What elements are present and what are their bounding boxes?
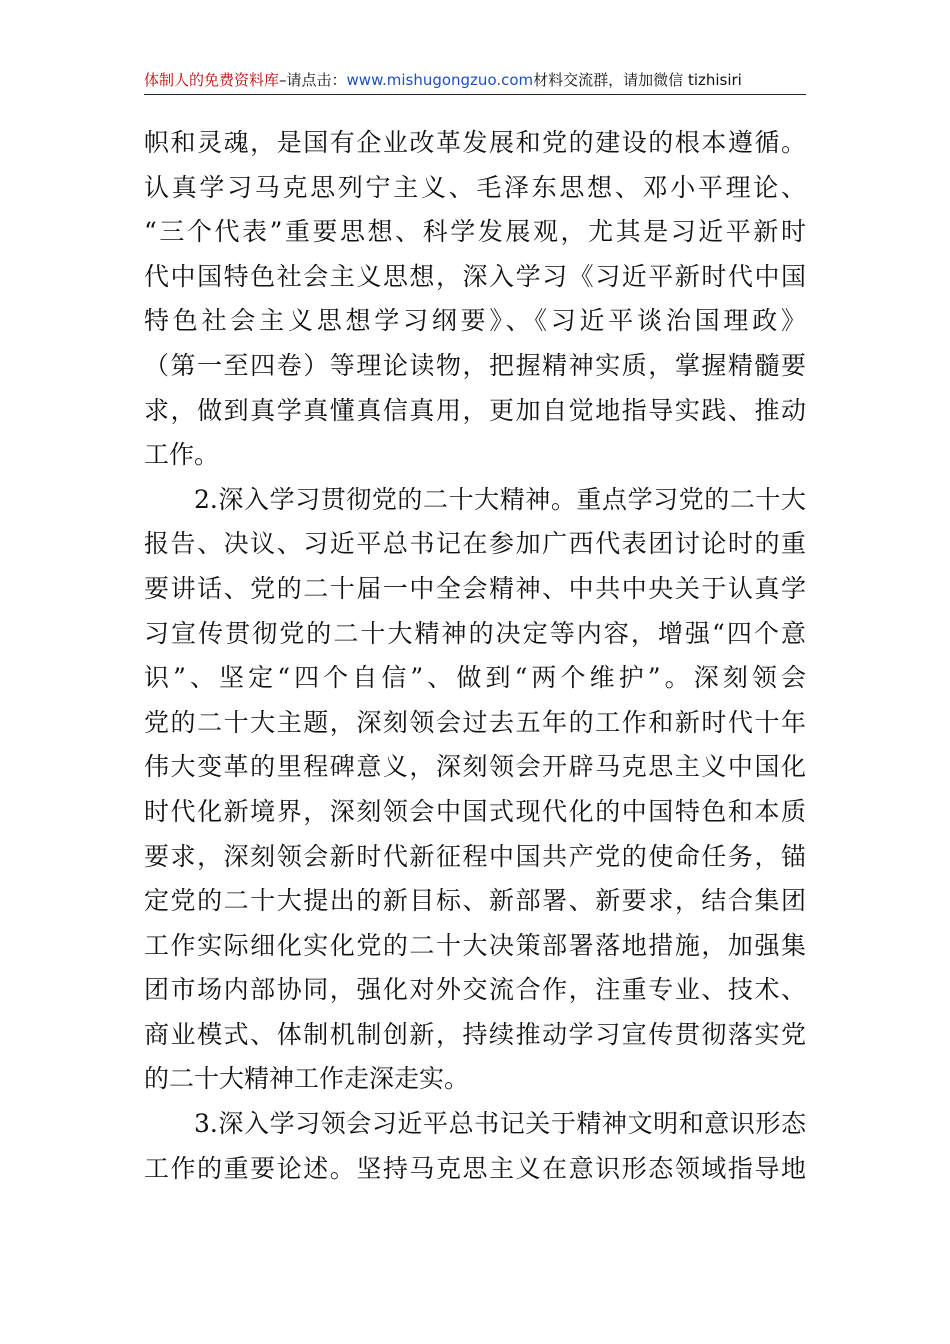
body-text-line: 帜和灵魂，是国有企业改革发展和党的建设的根本遵循。: [144, 128, 806, 157]
header-brand: 体制人的免费资料库: [144, 71, 280, 89]
body-text-line: 识”、坚定“四个自信”、做到“两个维护”。深刻领会: [144, 663, 806, 693]
body-text-line: （第一至四卷）等理论读物，把握精神实质，掌握精髓要: [144, 350, 806, 380]
body-text-line: 求，做到真学真懂真信真用，更加自觉地指导实践、推动: [144, 395, 806, 425]
body-text-line: 工作实际细化实化党的二十大决策部署落地措施，加强集: [144, 930, 806, 960]
body-text-line: 要求，深刻领会新时代新征程中国共产党的使命任务，锚: [144, 841, 806, 871]
body-text-line: 工作的重要论述。坚持马克思主义在意识形态领域指导地: [144, 1153, 806, 1183]
body-text-line: “三个代表”重要思想、科学发展观，尤其是习近平新时: [144, 217, 806, 247]
body-text-line: 代中国特色社会主义思想，深入学习《习近平新时代中国: [144, 261, 806, 291]
body-text-line: 团市场内部协同，强化对外交流合作，注重专业、技术、: [144, 975, 806, 1005]
header-site-link[interactable]: www.mishugongzuo.com: [346, 71, 534, 89]
body-text-line: 2.深入学习贯彻党的二十大精神。重点学习党的二十大: [194, 484, 806, 514]
header-prompt: –请点击：: [279, 71, 347, 89]
body-text-line: 报告、决议、习近平总书记在参加广西代表团讨论时的重: [144, 529, 806, 559]
page-header: [144, 66, 806, 95]
body-text-line: 伟大变革的里程碑意义，深刻领会开辟马克思主义中国化: [144, 752, 806, 782]
body-text-line: 党的二十大主题，深刻领会过去五年的工作和新时代十年: [144, 707, 806, 737]
body-text-line: 认真学习马克思列宁主义、毛泽东思想、邓小平理论、: [144, 172, 806, 202]
body-text-line: 商业模式、体制机制创新，持续推动学习宣传贯彻落实党: [144, 1019, 806, 1049]
document-body: [144, 121, 806, 1191]
body-text-line: 的二十大精神工作走深走实。: [144, 1064, 470, 1094]
header-wechat-note: 材料交流群，请加微信 tizhisiri: [533, 71, 742, 89]
body-text-line: 定党的二十大提出的新目标、新部署、新要求，结合集团: [144, 886, 806, 916]
body-text-line: 习宣传贯彻党的二十大精神的决定等内容，增强“四个意: [144, 618, 806, 648]
body-text-line: 时代化新境界，深刻领会中国式现代化的中国特色和本质: [144, 796, 806, 826]
body-text-line: 3.深入学习领会习近平总书记关于精神文明和意识形态: [194, 1109, 806, 1139]
body-text-line: 特色社会主义思想学习纲要》、《习近平谈治国理政》: [144, 306, 806, 336]
body-text-line: 要讲话、党的二十届一中全会精神、中共中央关于认真学: [144, 573, 806, 603]
body-text-line: 工作。: [144, 440, 220, 470]
